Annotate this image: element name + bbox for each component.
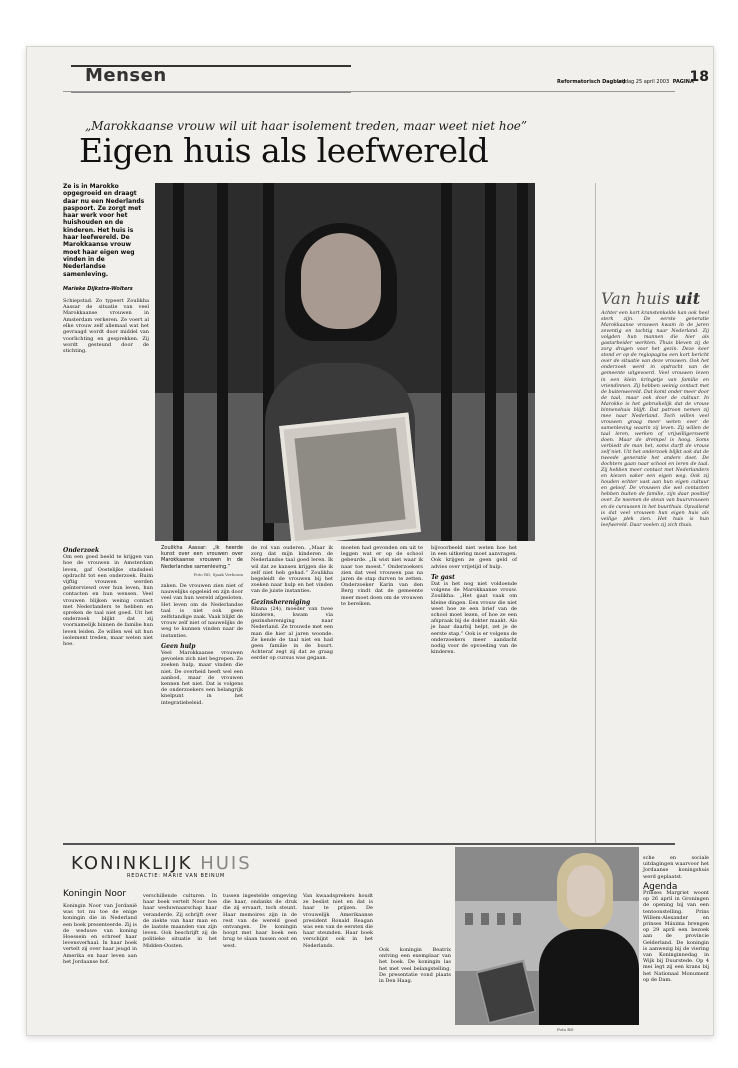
newspaper-name: Reformatorisch Dagblad [557,79,626,85]
royal-photo-window [481,913,489,925]
column-text: Dat is het nog niet voldoende volgens de Marokkaanse vrouw. Zoulikha: „Het gaat vaak om kleine dingen. Een vrouw die niet weet hoe ze een brief van de school moet lezen, of hoe ze een afspraak bij de dokter maakt. Als je haar daarbij helpt, zet je de eerste stap.” Ook is er volgens de onderzoekers meer aandacht nodig voor de opvoeding van de kinderen. [431,581,517,656]
royal-photo-face [567,865,605,917]
royal-editor: REDACTIE: MARIE VAN BEINUM [127,873,226,879]
sidebar-title [601,289,700,308]
royal-banner-part1: KONINKLIJK [71,853,193,874]
subhead-geen-hulp: Geen hulp [161,642,196,650]
royal-photo-body [539,929,639,1025]
royal-photo-window [513,913,521,925]
subhead-te-gast: Te gast [431,573,455,581]
article-headline: Eigen huis als leefwereld [79,131,489,170]
photo-caption: Zoulikha Aassar: „Ik heerde kunst over een vrouwen over Marokkaanse vrouwen in de Nederlandse samenleving.” [161,545,243,570]
royal-banner-part2: HUIS [192,853,252,874]
royal-column-4 [303,893,373,949]
photo-held-artwork [279,413,421,541]
photo-bar [485,183,496,541]
photo-person-face [301,233,381,329]
page-header [27,47,714,91]
column-text: tussen ingestelde omgeving die haar, ondanks de druk die zij ervaart, toch steunt. Haar memoires zijn in de rest van de wereld goed ontvangen. De koningin hoopt met haar boek een brug te slaan tussen oost en west. [223,893,297,949]
agenda-title: Agenda [643,881,678,892]
royal-column-2 [143,893,217,949]
article-column-2 [161,545,243,706]
article-column-3 [251,545,333,662]
issue-date [617,79,694,85]
newspaper-page [26,46,714,1036]
royal-column-3 [223,893,297,949]
byline: Marieke Dijkstra-Wolters [63,285,133,292]
sidebar-title-part2: uit [675,289,701,308]
royal-section-rule [63,843,675,845]
royal-photo [455,847,639,1025]
article-kicker: „Marokkaanse vrouw wil uit haar isolement treden, maar weet niet hoe” [85,119,528,133]
header-rule [63,91,675,92]
column-text: Ook koningin Beatrix ontving een exemplaar van het boek. De koningin las het met veel belangstelling. De presentatie vond plaats in Den Haag. [379,947,451,985]
column-text: Veel Marokkaanse vrouwen gevoelen zich niet begrepen. Ze zoeken hulp, maar vinden die niet. De overheid heeft wel een aanbod, maar de vrouwen kennen het niet. Dat is volgens de onderzoekers een belangrijk knelpunt in het integratiebeleid. [161,650,243,706]
column-text: zaken. De vrouwen zien niet of nauwelijks opgeleid en zijn door veel van hun wereld afgesloten. Het leven om de Nederlandse taal is niet ook geen zelfstandige zaak. Vaak blijkt de vrouw zelf niet of nauwelijks de weg te kunnen vinden naar de instanties. [161,583,243,639]
photo-credit: Foto RD, Sjaak Verboom [193,571,243,577]
column-text: verschillende culturen. In haar boek vertelt Noor hoe haar weduwnaarschap haar veranderde. Zij schrijft over de ziekte van haar man en de laatste maanden van zijn leven. Ook beschrijft zij de politieke situatie in het Midden-Oosten. [143,893,217,949]
column-text: moeten had gevonden om uit te leggen wat er op de school gebeurde. „Ik wist niet waar ik naar toe moest.” Onderzoekers zien dat veel vrouwen pas na jaren de stap durven te zetten. Onderzoeker Karin van den Berg vindt dat de gemeente meer moet doen om de vrouwen te bereiken. [341,545,423,607]
column-text: sche en sociale uitdagingen waarvoor het Jordaanse koningshuis werd geplaatst. [643,855,709,880]
sidebar-rule [595,183,596,843]
royal-subhead: Koningin Noor [63,889,127,899]
royal-column-6 [643,855,709,983]
article-column-4 [341,545,423,607]
subhead-onderzoek: Onderzoek [63,547,100,554]
column-text: Om een goed beeld te krijgen van hoe de vrouwen in Amsterdam leven, gaf Oostelijke stadsdeel opdracht tot een onderzoek. Ruim vijftig vrouwen werden geïnterviewd over hun leven, hun contacten en hun wensen. Veel vrouwen blijken weinig contact met Nederlanders te hebben en spreken de taal niet goed. Uit het onderzoek blijkt dat zij voornamelijk binnen de familie hun leven leiden. Ze willen wel uit hun isolement treden, maar weten niet hoe. [63,554,153,648]
sidebar-title-part1: Van huis [601,289,676,308]
column-text: Koningin Noor van Jordanië was tot nu toe de enige koningin die in Nederland een boek presenteerde. Zij is de weduwe van koning Hoessein en schreef haar levensverhaal. In haar boek vertelt zij over haar jeugd in Amerika en haar leven aan het Jordaanse hof. [63,903,137,965]
royal-photo-window [465,913,473,925]
royal-photo-credit: Foto RD [557,1027,574,1032]
photo-bar [517,183,528,541]
intro-body: Schiepstad. Zo typeert Zoulikha Aassar de situatie van veel Marokkaanse vrouwen in Amsterdam verkeren. Ze voert al elke vrouw zelf allemaal wat het gevraagd wordt door middel van voorlichting en gesprekken. Zij wordt gesteund door de stichting. [63,297,149,355]
photo-artwork-inner [294,428,405,530]
article-column-1 [63,543,153,647]
royal-photo-window [497,913,505,925]
article-column-5 [431,545,517,655]
article-intro [63,183,149,355]
intro-lead: Ze is in Marokko opgegroeid en draagt daar nu een Nederlands paspoort. Ze zorgt met haar werk voor het huishouden en de kinderen. Het huis is haar leefwereld. De Marokkaanse vrouw moet haar eigen weg vinden in de Nederlandse samenleving. [63,183,145,278]
photo-bar [173,183,184,541]
date-text: vrijdag 25 april 2003 [617,79,670,85]
column-text: de rol van ouderen. „Maar ik zorg dat mijn kinderen de Nederlandse taal goed leren. Ik wil dat ze kansen krijgen die ik zelf niet heb gehad.” Zoulikha begeleidt de vrouwen bij het zoeken naar hulp en het vinden van de juiste instanties. [251,545,333,595]
subhead-gezinshereniging: Gezinshereniging [251,598,311,606]
photo-bar [441,183,452,541]
royal-column-5 [379,947,451,984]
sidebar-body: Achter een kort kranstenkelde kan ook heel sterk zijn. De eerste generatie Marokkaanse vrouwen kwam in de jaren zeventig en tachtig naar Nederland. Zij volgden hun mannen die hier als gastarbeider werkten. Thuis bleven zij de zorg dragen voor het gezin. Deze keer stond er op de regiopagina een kort bericht over de situatie van deze vrouwen. Ook het onderzoek werd in opdracht van de gemeente uitgevoerd. Veel vrouwen leven in een klein kringetje van familie en vriendinnen. Zij hebben weinig contact met de buitenwereld. Dat komt onder meer door de taal, maar ook door de cultuur. In Marokko is het gebruikelijk dat de vrouw binnenshuis blijft. Dat patroon nemen zij mee naar Nederland. Toch willen veel vrouwen graag meer weten over de samenleving waarin zij leven. Zij willen de taal leren, werken of vrijwilligerswerk doen. Maar de drempel is hoog. Soms verbiedt de man het, soms durft de vrouw zelf niet. Uit het onderzoek blijkt ook dat de tweede generatie het anders doet. De dochters gaan naar school en leren de taal. Zij hebben meer contact met Nederlanders en kiezen vaker een eigen weg. Ook zij houden echter vast aan hun eigen cultuur en geloof. De vrouwen die wel contacten hebben buiten de familie, zijn daar positief over. Ze noemen de steun van buurvrouwen en de cursussen in het buurthuis. Opvallend is dat veel vrouwen hun eigen huis als veilige plek zien. Het huis is hun leefwereld. Daar voelen zij zich thuis. [601,311,709,528]
page-number: 18 [689,69,709,85]
section-title: Mensen [85,65,167,86]
column-text: Van kwaadsprekers houdt ze beslist niet en dat is haar te prijzen. De vrouwelijk Amerikaanse president Ronald Reagan was een van de eersten die haar steunden. Haar boek verschijnt ook in het Nederlands. [303,893,373,949]
column-text: bijvoorbeeld niet weten hoe het in een uitkering moet aanvragen. Ook krijgen ze geen geld of advies over vrijetijd of hulp. [431,545,517,570]
column-text: Rhana (24), moeder van twee kinderen, kwam via gezinshereniging naar Nederland. Ze trouwde met een man die hier al jaren woonde. Ze kende de taal niet en had geen familie in de buurt. Achteraf zegt zij dat ze graag eerder op cursus was gegaan. [251,605,333,662]
royal-column-1 [63,903,137,965]
royal-banner [71,853,252,874]
article-photo [155,183,535,541]
page-label: PAGINA [672,79,694,85]
column-text: Prinses Margriet woont op 26 april in Groningen de opening bij van een tentoonstelling. Prins Willem-Alexander en prinses Máxima brengen op 29 april een bezoek aan de provincie Gelderland. De koningin is aanwezig bij de viering van Koninginnedag in Wijk bij Duurstede. Op 4 mei legt zij een krans bij het Nationaal Monument op de Dam. [643,890,709,983]
photo-bar [217,183,228,541]
